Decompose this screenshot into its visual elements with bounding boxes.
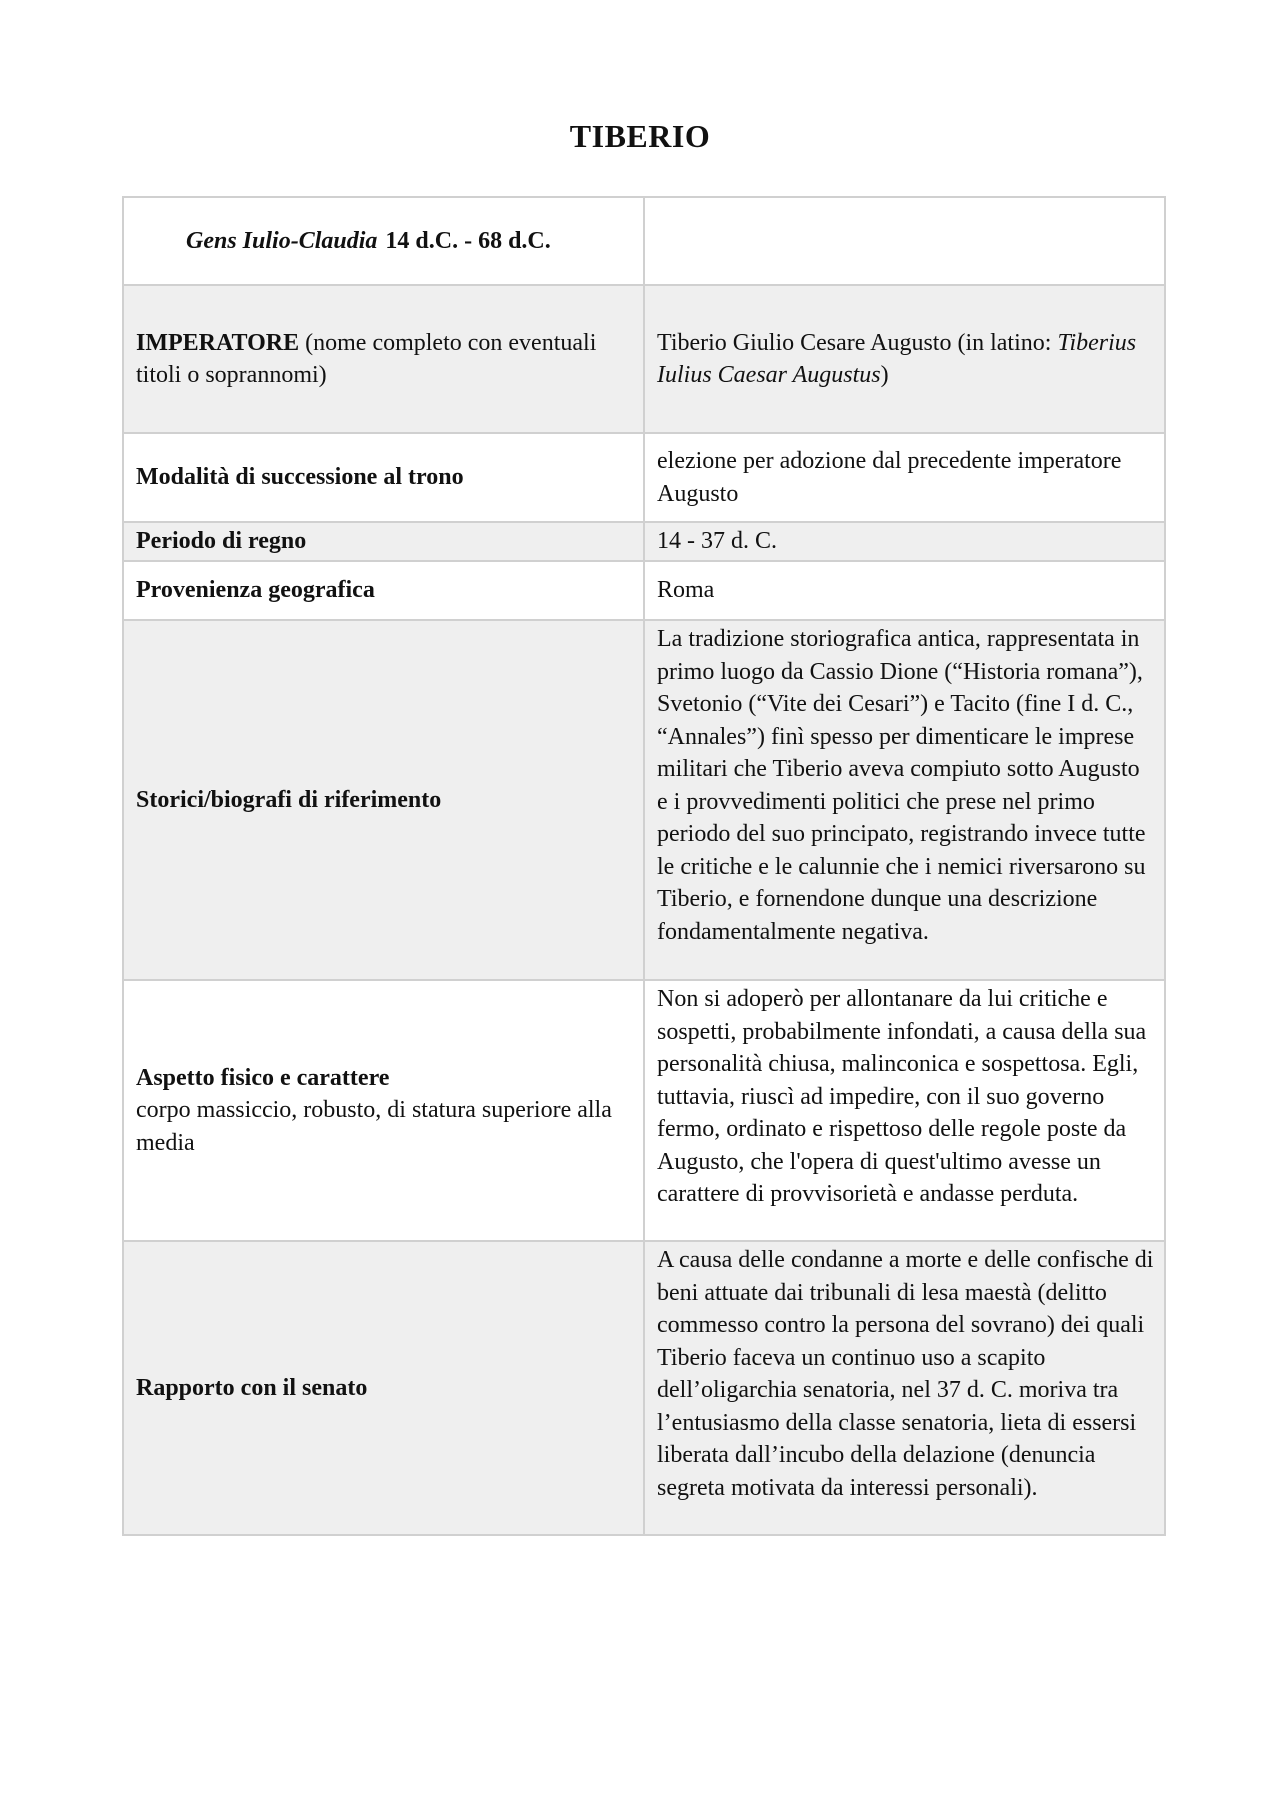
value-cell [644, 980, 1165, 1241]
label-bold: Aspetto fisico e carattere [136, 1064, 390, 1091]
value-text: 14 - 37 d. C. [657, 528, 777, 555]
label-note: (nome completo con eventuali titoli o soprannomi) [136, 329, 597, 388]
label-bold: Provenienza geografica [136, 577, 375, 604]
label-cell [123, 433, 644, 522]
label-cell [123, 980, 644, 1241]
value-cell [644, 285, 1165, 433]
table-row-imperatore [123, 285, 1165, 433]
value-text: La tradizione storiografica antica, rappresentata in primo luogo da Cassio Dione (“Historia romana”), Svetonio (“Vite dei Cesari”) e Tacito (fine I d. C., “Annales”) finì spesso per dimenticare le imprese militari che Tiberio aveva compiuto sotto Augusto e i provvedimenti politici che prese nel primo periodo del suo principato, registrando invece tutte le critiche e le calunnie che i nemici riversarono su Tiberio, e fornendone dunque una descrizione fondamentalmente negativa. [657, 626, 1146, 945]
label-bold: Storici/biografi di riferimento [136, 786, 442, 813]
table-row-aspetto [123, 980, 1165, 1241]
table-row-provenienza [123, 561, 1165, 620]
label-cell [123, 620, 644, 980]
value-text: Tiberio Giulio Cesare Augusto (in latino: [657, 329, 1058, 356]
value-cell [644, 522, 1165, 561]
label-cell [123, 522, 644, 561]
document-title: TIBERIO [569, 118, 711, 154]
label-bold: IMPERATORE [136, 329, 300, 356]
value-text: Roma [657, 577, 715, 604]
header-cell-empty [644, 197, 1165, 285]
label-cell [123, 561, 644, 620]
dynasty-dates: 14 d.C. - 68 d.C. [385, 227, 551, 254]
emperor-info-table [122, 196, 1166, 1536]
label-description: corpo massiccio, robusto, di statura superiore alla media [136, 1097, 612, 1156]
table-row-senato [123, 1241, 1165, 1535]
label-cell [123, 1241, 644, 1535]
value-cell [644, 561, 1165, 620]
value-latin-name: Tiberius Iulius Caesar Augustus [657, 329, 1137, 388]
value-cell [644, 1241, 1165, 1535]
label-bold: Periodo di regno [136, 528, 307, 555]
value-text: A causa delle condanne a morte e delle confische di beni attuate dai tribunali di lesa maestà (delitto commesso contro la persona del sovrano) dei quali Tiberio faceva un continuo uso a scapito dell’oligarchia senatoria, nel 37 d. C. moriva tra l’entusiasmo della classe senatoria, lieta di essersi liberata dall’incubo della delazione (denuncia segreta motivata da interessi personali). [657, 1247, 1154, 1501]
label-cell [123, 285, 644, 433]
value-text: elezione per adozione dal precedente imperatore Augusto [657, 448, 1122, 507]
value-text-end: ) [880, 362, 889, 388]
gens-label: Gens Iulio-Claudia [186, 227, 378, 254]
value-cell [644, 620, 1165, 980]
table-row-successione [123, 433, 1165, 522]
value-cell [644, 433, 1165, 522]
table-row-storici [123, 620, 1165, 980]
table-header-row [123, 197, 1165, 285]
table-row-periodo [123, 522, 1165, 561]
label-bold: Modalità di successione al trono [136, 464, 464, 491]
value-text: Non si adoperò per allontanare da lui critiche e sospetti, probabilmente infondati, a causa della sua personalità chiusa, malinconica e sospettosa. Egli, tuttavia, riuscì ad impedire, con il suo governo fermo, ordinato e rispettoso delle regole poste da Augusto, che l'opera di quest'ultimo avesse un carattere di provvisorietà e andasse perduta. [657, 986, 1147, 1207]
header-cell-dynasty [123, 197, 644, 285]
label-bold: Rapporto con il senato [136, 1374, 368, 1401]
